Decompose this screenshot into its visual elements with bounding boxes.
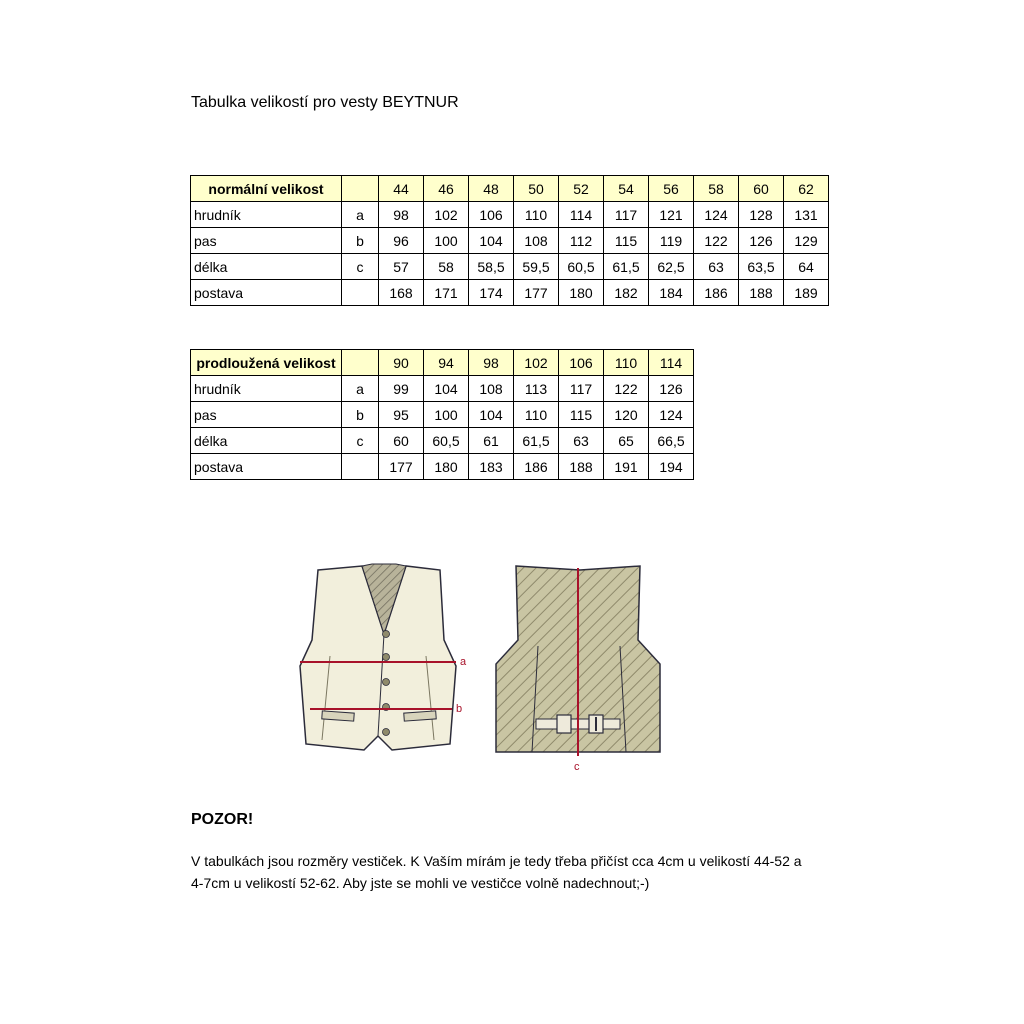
measure-value: 129 bbox=[784, 228, 829, 254]
measure-value: 124 bbox=[694, 202, 739, 228]
measure-value: 120 bbox=[604, 402, 649, 428]
measure-value: 59,5 bbox=[514, 254, 559, 280]
table-header-row bbox=[191, 176, 829, 202]
table-row bbox=[191, 228, 829, 254]
size-header-cell: 98 bbox=[469, 350, 514, 376]
size-header-cell: 94 bbox=[424, 350, 469, 376]
measure-value: 110 bbox=[514, 202, 559, 228]
measure-value: 63,5 bbox=[739, 254, 784, 280]
table-row bbox=[191, 280, 829, 306]
measure-value: 182 bbox=[604, 280, 649, 306]
measure-letter: c bbox=[342, 428, 379, 454]
measure-label: postava bbox=[191, 280, 342, 306]
measure-letter-header bbox=[342, 350, 379, 376]
measure-value: 122 bbox=[694, 228, 739, 254]
measure-value: 60,5 bbox=[559, 254, 604, 280]
measure-value: 104 bbox=[424, 376, 469, 402]
size-header-cell: 54 bbox=[604, 176, 649, 202]
measure-value: 186 bbox=[694, 280, 739, 306]
measure-value: 188 bbox=[739, 280, 784, 306]
table-row bbox=[191, 454, 694, 480]
size-category-label: prodloužená velikost bbox=[191, 350, 342, 376]
measure-value: 174 bbox=[469, 280, 514, 306]
measure-value: 177 bbox=[514, 280, 559, 306]
measure-value: 63 bbox=[559, 428, 604, 454]
measure-value: 114 bbox=[559, 202, 604, 228]
measure-letter-header bbox=[342, 176, 379, 202]
size-header-cell: 46 bbox=[424, 176, 469, 202]
size-header-cell: 114 bbox=[649, 350, 694, 376]
warning-note-line-2: 4-7cm u velikostí 52-62. Aby jste se mohli ve vestičce volně nadechnout;-) bbox=[191, 875, 650, 891]
measure-value: 58,5 bbox=[469, 254, 514, 280]
vest-diagram bbox=[280, 556, 690, 790]
measure-label: hrudník bbox=[191, 202, 342, 228]
measure-letter: a bbox=[342, 376, 379, 402]
measure-value: 98 bbox=[379, 202, 424, 228]
measure-value: 194 bbox=[649, 454, 694, 480]
measure-label: pas bbox=[191, 402, 342, 428]
measure-value: 108 bbox=[514, 228, 559, 254]
measure-value: 108 bbox=[469, 376, 514, 402]
measure-value: 64 bbox=[784, 254, 829, 280]
size-header-cell: 52 bbox=[559, 176, 604, 202]
measure-letter: b bbox=[342, 228, 379, 254]
measure-value: 110 bbox=[514, 402, 559, 428]
measure-value: 96 bbox=[379, 228, 424, 254]
measure-value: 124 bbox=[649, 402, 694, 428]
normal-size-table bbox=[190, 175, 829, 306]
measure-letter: c bbox=[342, 254, 379, 280]
long-size-table bbox=[190, 349, 694, 480]
measure-value: 126 bbox=[739, 228, 784, 254]
measure-value: 180 bbox=[424, 454, 469, 480]
table-row bbox=[191, 402, 694, 428]
measure-value: 180 bbox=[559, 280, 604, 306]
measure-value: 100 bbox=[424, 228, 469, 254]
measure-value: 99 bbox=[379, 376, 424, 402]
warning-title: POZOR! bbox=[191, 811, 254, 828]
measure-letter: b bbox=[342, 402, 379, 428]
size-header-cell: 106 bbox=[559, 350, 604, 376]
size-header-cell: 48 bbox=[469, 176, 514, 202]
measure-value: 128 bbox=[739, 202, 784, 228]
measure-value: 106 bbox=[469, 202, 514, 228]
measure-value: 62,5 bbox=[649, 254, 694, 280]
table-row bbox=[191, 428, 694, 454]
measure-value: 117 bbox=[559, 376, 604, 402]
measure-value: 126 bbox=[649, 376, 694, 402]
measure-value: 191 bbox=[604, 454, 649, 480]
measure-value: 102 bbox=[424, 202, 469, 228]
measure-label-c: c bbox=[574, 761, 580, 773]
measure-label-b: b bbox=[456, 703, 463, 715]
table-row bbox=[191, 376, 694, 402]
measure-label: pas bbox=[191, 228, 342, 254]
measure-value: 58 bbox=[424, 254, 469, 280]
measure-value: 184 bbox=[649, 280, 694, 306]
measure-value: 119 bbox=[649, 228, 694, 254]
measure-value: 66,5 bbox=[649, 428, 694, 454]
size-header-cell: 62 bbox=[784, 176, 829, 202]
size-header-cell: 60 bbox=[739, 176, 784, 202]
measure-value: 104 bbox=[469, 228, 514, 254]
page-title: Tabulka velikostí pro vesty BEYTNUR bbox=[191, 94, 459, 111]
measure-value: 188 bbox=[559, 454, 604, 480]
measure-value: 61 bbox=[469, 428, 514, 454]
size-header-cell: 102 bbox=[514, 350, 559, 376]
size-header-cell: 90 bbox=[379, 350, 424, 376]
measure-value: 131 bbox=[784, 202, 829, 228]
measure-letter: a bbox=[342, 202, 379, 228]
measure-label: délka bbox=[191, 428, 342, 454]
measure-value: 121 bbox=[649, 202, 694, 228]
measure-value: 117 bbox=[604, 202, 649, 228]
table-row bbox=[191, 202, 829, 228]
vest-front bbox=[300, 564, 456, 750]
warning-note bbox=[191, 850, 851, 894]
measure-value: 122 bbox=[604, 376, 649, 402]
measure-value: 61,5 bbox=[514, 428, 559, 454]
measure-label-a: a bbox=[460, 656, 467, 668]
measure-value: 189 bbox=[784, 280, 829, 306]
measure-value: 115 bbox=[604, 228, 649, 254]
size-header-cell: 110 bbox=[604, 350, 649, 376]
measure-value: 57 bbox=[379, 254, 424, 280]
measure-value: 104 bbox=[469, 402, 514, 428]
measure-value: 183 bbox=[469, 454, 514, 480]
size-header-cell: 50 bbox=[514, 176, 559, 202]
measure-value: 95 bbox=[379, 402, 424, 428]
size-category-label: normální velikost bbox=[191, 176, 342, 202]
warning-note-line-1: V tabulkách jsou rozměry vestiček. K Vaším mírám je tedy třeba přičíst cca 4cm u velikostí 44-52 a bbox=[191, 853, 802, 869]
measure-value: 171 bbox=[424, 280, 469, 306]
table-row bbox=[191, 254, 829, 280]
measure-value: 60 bbox=[379, 428, 424, 454]
measure-value: 61,5 bbox=[604, 254, 649, 280]
measure-value: 100 bbox=[424, 402, 469, 428]
size-header-cell: 58 bbox=[694, 176, 739, 202]
measure-letter bbox=[342, 280, 379, 306]
measure-letter bbox=[342, 454, 379, 480]
measure-value: 60,5 bbox=[424, 428, 469, 454]
measure-value: 63 bbox=[694, 254, 739, 280]
measure-value: 168 bbox=[379, 280, 424, 306]
table-header-row bbox=[191, 350, 694, 376]
measure-value: 65 bbox=[604, 428, 649, 454]
measure-value: 115 bbox=[559, 402, 604, 428]
measure-label: hrudník bbox=[191, 376, 342, 402]
size-header-cell: 56 bbox=[649, 176, 694, 202]
measure-value: 177 bbox=[379, 454, 424, 480]
measure-value: 112 bbox=[559, 228, 604, 254]
measure-value: 113 bbox=[514, 376, 559, 402]
size-header-cell: 44 bbox=[379, 176, 424, 202]
measure-label: postava bbox=[191, 454, 342, 480]
measure-label: délka bbox=[191, 254, 342, 280]
measure-value: 186 bbox=[514, 454, 559, 480]
